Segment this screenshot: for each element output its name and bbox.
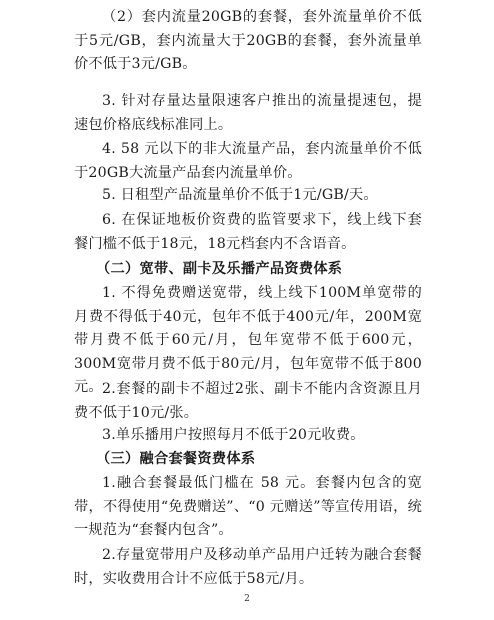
- paragraph-5-daily-rental: 5. 日租型产品流量单价不低于1元/GB/天。: [102, 187, 378, 203]
- paragraph-converged-1: 1.融合套餐最低门槛在 58 元。套餐内包含的宽带，不得使用“免费赠送”、“0 元赠送”等宣传用语，统一规范为“套餐内包含”。: [74, 475, 422, 539]
- paragraph-2-traffic-price: （2）套内流量20GB的套餐，套外流量单价不低于5元/GB，套内流量大于20GB的套餐，套外流量单价不低于3元/GB。: [74, 9, 422, 73]
- paragraph-broadband-1: 1. 不得免费赠送宽带，线上线下100M单宽带的月费不得低于40元，包年不低于400元/年，200M宽带月费不低于60元/月，包年宽带不低于600元，300M宽带月费不低于80元/月，包年宽带不低于800元。: [74, 285, 422, 396]
- paragraph-converged-2: 2.存量宽带用户及移动单产品用户迁转为融合套餐时，实收费用合计不应低于58元/月。: [74, 547, 422, 587]
- paragraph-4-non-large-traffic: 4. 58 元以下的非大流量产品，套内流量单价不低于20GB大流量产品套内流量单价。: [74, 141, 422, 181]
- paragraph-broadband-2: 2.套餐的副卡不超过2张、副卡不能内含资源且月费不低于10元/张。: [74, 381, 422, 421]
- paragraph-6-threshold: 6. 在保证地板价资费的监管要求下，线上线下套餐门槛不低于18元，18元档套内不含语音。: [74, 212, 422, 252]
- paragraph-broadband-3: 3.单乐播用户按照每月不低于20元收费。: [102, 427, 365, 443]
- section-heading-broadband: （二）宽带、副卡及乐播产品资费体系: [96, 261, 343, 277]
- page-number: 2: [244, 594, 250, 604]
- section-heading-converged: （三）融合套餐资费体系: [96, 451, 256, 467]
- paragraph-3-speed-pack: 3. 针对存量达量限速客户推出的流量提速包，提速包价格底线标准同上。: [74, 93, 422, 133]
